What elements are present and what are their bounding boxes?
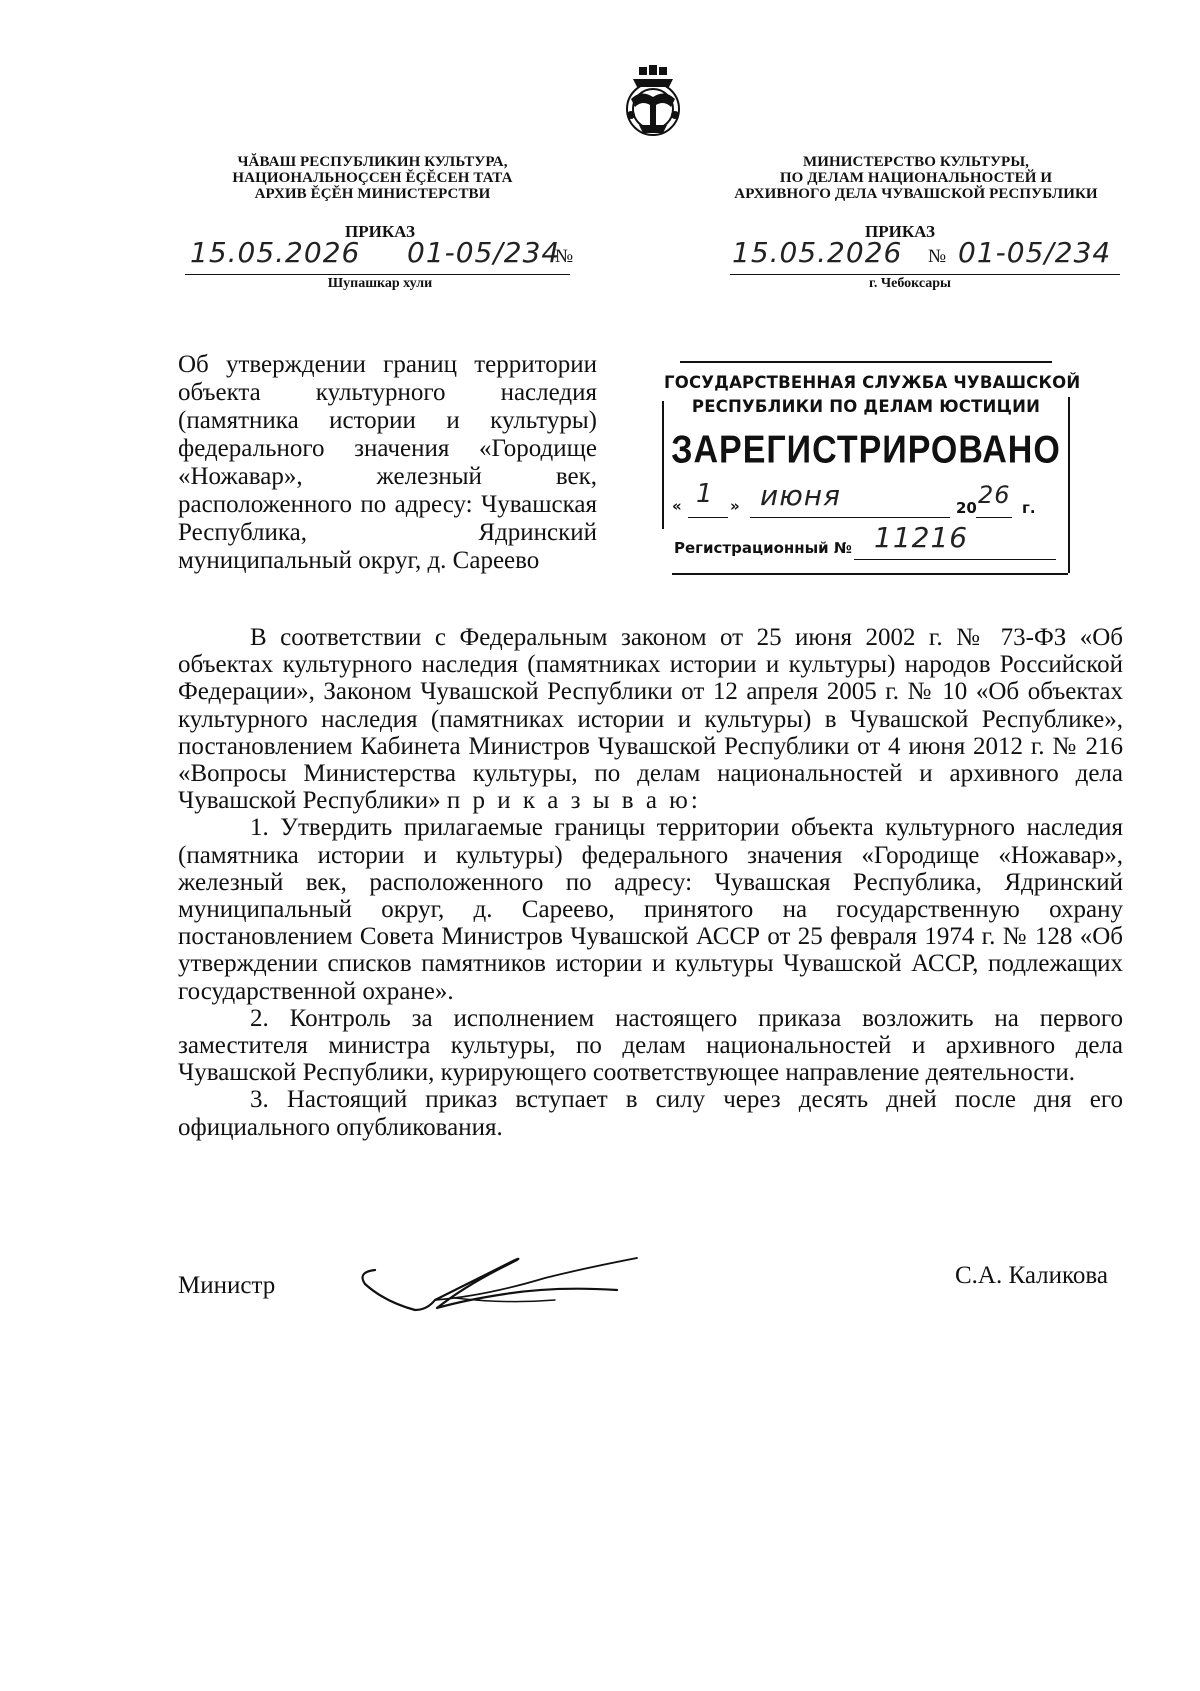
prikaz-heading-right: ПРИКАЗ bbox=[865, 222, 935, 241]
stamp-year-suffix: 26 bbox=[978, 481, 1011, 509]
header-right-line: АРХИВНОГО ДЕЛА ЧУВАШСКОЙ РЕСПУБЛИКИ bbox=[734, 186, 1098, 202]
stamp-reg-number: 11216 bbox=[874, 521, 969, 554]
header-right bbox=[706, 154, 1126, 202]
stamp-day: 1 bbox=[696, 479, 714, 509]
order-item-2: 2. Контроль за исполнением настоящего приказа возложить на первого заместителя министра культуры, по делам национальностей и архивного дела Чувашской Республики, курирующего соответствующее направление деятельности. bbox=[178, 1004, 1123, 1087]
order-number-left: 01-05/234 bbox=[407, 236, 561, 269]
preamble-text: В соответствии с Федеральным законом от 25 июня 2002 г. № 73-ФЗ «Об объектах культурного наследия (памятниках истории и культуры) народов Российской Федерации», Законом Чувашской Республики от 12 апреля 2005 г. № 10 «Об объектах культурного наследия (памятниках истории и культуры) в Чувашской Республике», постановлением Кабинета Министров Чувашской Республики от 4 июня 2012 г. № 216 «Вопросы Министерства культуры, по делам национальностей и архивного дела Чувашской Республики» bbox=[178, 624, 1123, 815]
prikaz-heading-left: ПРИКАЗ bbox=[345, 222, 415, 241]
signatory-name: С.А. Каликова bbox=[955, 1262, 1108, 1289]
header-left bbox=[180, 154, 565, 202]
order-number-right: 01-05/234 bbox=[958, 236, 1112, 269]
stamp-bottom-border bbox=[672, 573, 1068, 575]
order-item-1: 1. Утвердить прилагаемые границы территории объекта культурного наследия (памятника истории и культуры) федерального значения «Городище «Ножавар», железный век, расположенного по адресу: Чувашская Республика, Ядринский муниципальный округ, д. Сареево, принятого на государственную охрану постановлением Совета Министров Чувашской АССР от 25 февраля 1974 г. № 128 «Об утверждении списков памятников истории и культуры Чувашской АССР, подлежащих государственной охране». bbox=[178, 814, 1123, 1005]
order-date-right: 15.05.2026 bbox=[732, 236, 903, 269]
header-right-line: ПО ДЕЛАМ НАЦИОНАЛЬНОСТЕЙ И bbox=[779, 170, 1053, 186]
header-left-line: НАЦИОНАЛЬНОÇСЕН ĔÇĔСЕН ТАТА bbox=[232, 170, 513, 186]
underline-right bbox=[730, 274, 1120, 275]
handwritten-signature bbox=[355, 1238, 645, 1328]
stamp-year-line bbox=[976, 517, 1012, 518]
order-date-left: 15.05.2026 bbox=[190, 236, 361, 269]
order-item-3: 3. Настоящий приказ вступает в силу через десять дней после дня его официального опубликования. bbox=[178, 1086, 1123, 1141]
stamp-year-prefix: 20 bbox=[956, 499, 977, 517]
stamp-month-line bbox=[750, 517, 950, 518]
stamp-quote-open: « bbox=[672, 497, 682, 515]
stamp-agency-line2: РЕСПУБЛИКИ ПО ДЕЛАМ ЮСТИЦИИ bbox=[691, 397, 1041, 416]
order-body bbox=[178, 624, 1123, 1141]
registration-stamp bbox=[662, 361, 1081, 575]
place-left: Шупашкар хули bbox=[327, 276, 433, 291]
stamp-top-border bbox=[680, 361, 1052, 363]
stamp-month: июня bbox=[760, 479, 841, 512]
number-sign-left: № bbox=[555, 246, 574, 267]
header-left-line: АРХИВ ĔÇĔН МИНИСТЕРСТВИ bbox=[254, 186, 491, 202]
stamp-right-border bbox=[1068, 397, 1070, 573]
header-right-line: МИНИСТЕРСТВО КУЛЬТУРЫ, bbox=[802, 154, 1030, 170]
signature-position: Министр bbox=[178, 1272, 276, 1299]
stamp-day-line bbox=[688, 517, 728, 518]
stamp-year-end: г. bbox=[1022, 499, 1036, 517]
stamp-quote-close: » bbox=[730, 497, 740, 515]
underline-left bbox=[185, 274, 570, 275]
stamp-reg-line bbox=[854, 559, 1056, 560]
document-title: Об утверждении границ территории объекта культурного наследия (памятника истории и культуры) федерального значения «Городище «Ножавар», железный век, расположенного по адресу: Чувашская Республика, Ядринский муниципальный округ, д. Сареево bbox=[178, 351, 597, 574]
header-left-line: ЧĂВАШ РЕСПУБЛИКИН КУЛЬТУРА, bbox=[237, 154, 508, 170]
number-sign-right: № bbox=[928, 246, 947, 267]
preamble-paragraph bbox=[178, 624, 1123, 814]
stamp-agency-line1: ГОСУДАРСТВЕННАЯ СЛУЖБА ЧУВАШСКОЙ bbox=[664, 373, 1081, 392]
prikazyvayu-word: п р и к а з ы в а ю: bbox=[446, 787, 701, 815]
stamp-registered: ЗАРЕГИСТРИРОВАНО bbox=[671, 428, 1061, 472]
place-right: г. Чебоксары bbox=[869, 276, 951, 291]
coat-of-arms-emblem bbox=[617, 63, 689, 143]
stamp-reg-label: Регистрационный № bbox=[674, 539, 852, 557]
